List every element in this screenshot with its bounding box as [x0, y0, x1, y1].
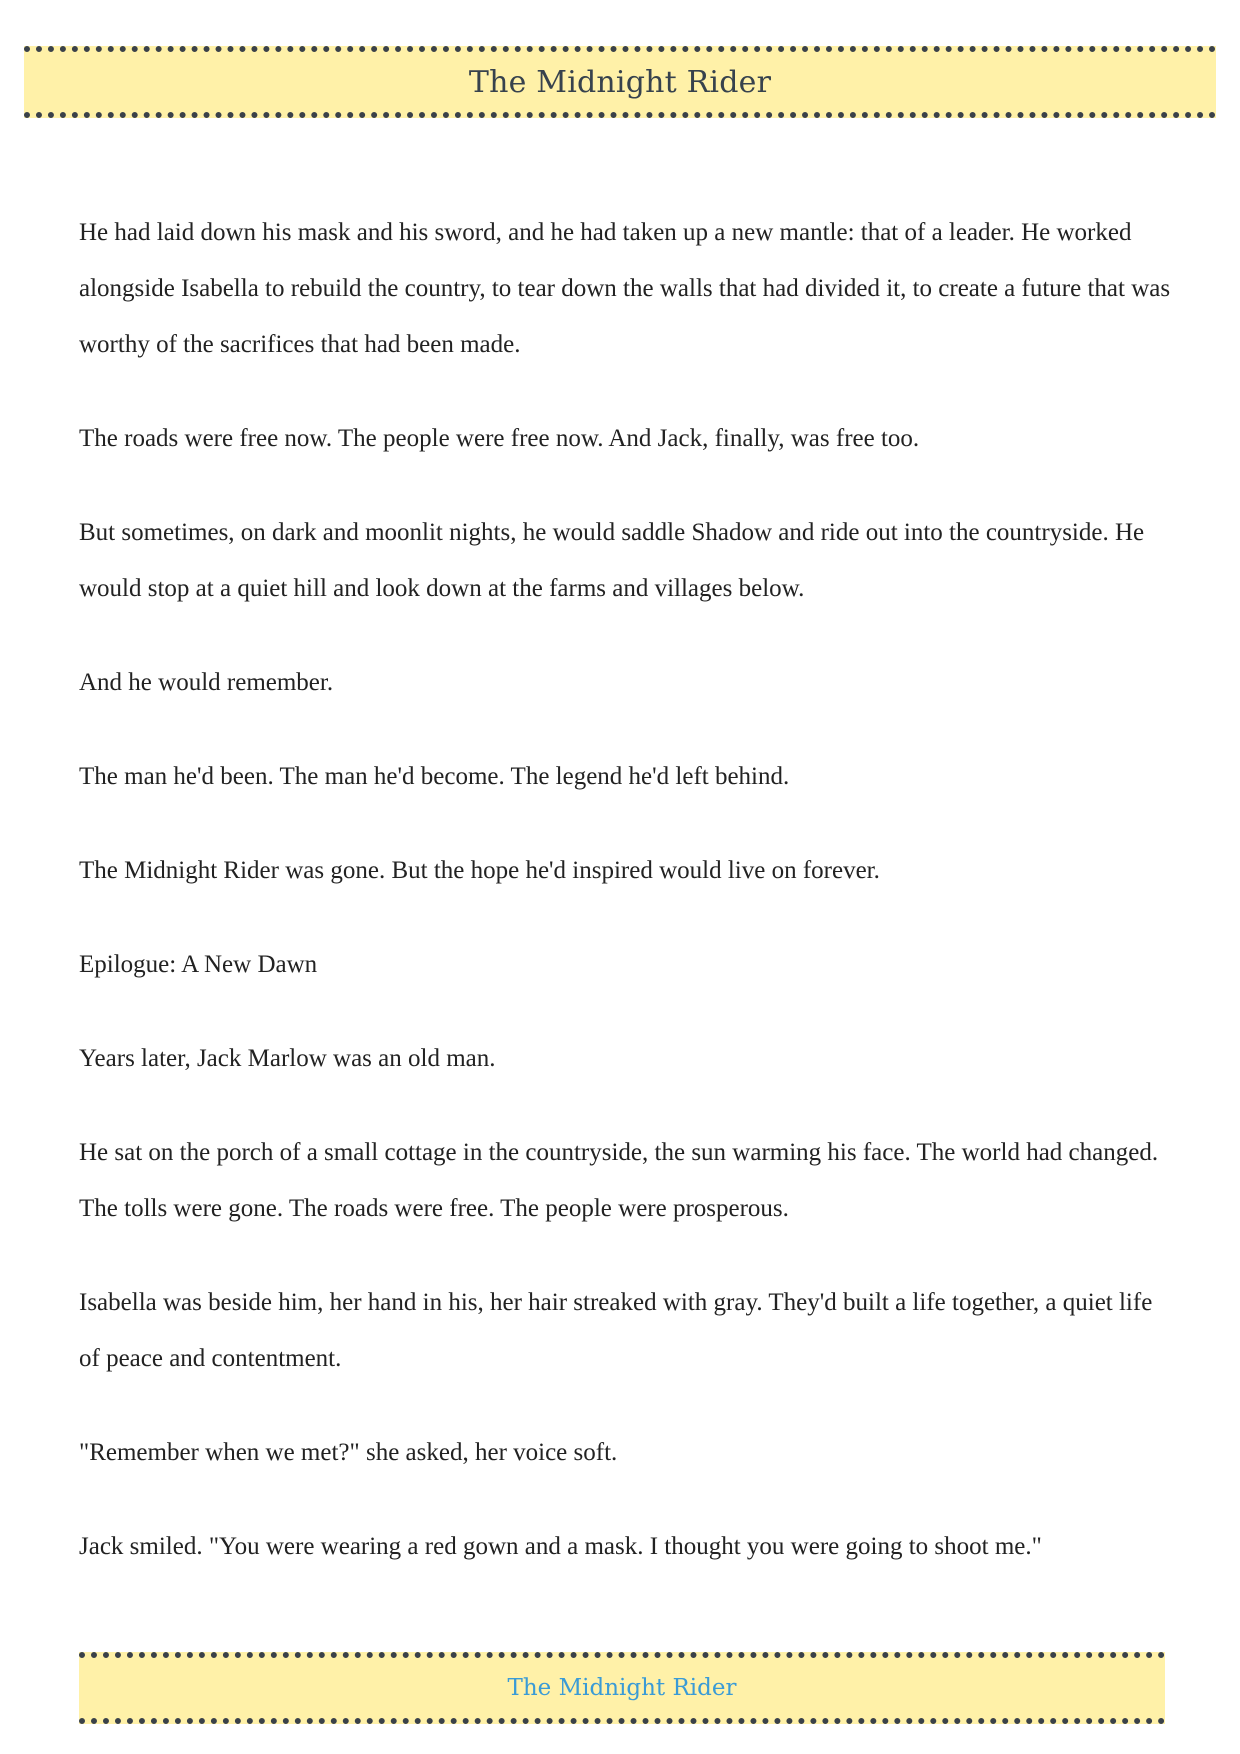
paragraph: And he would remember. [79, 669, 334, 696]
paragraph: The man he'd been. The man he'd become. The legend he'd left behind. [79, 763, 790, 790]
paragraph: He had laid down his mask and his sword, and he had taken up a new mantle: that of a leader. He worked alongside Isabella to rebuild the country, to tear down the walls that had divided it, to create a future that was worthy of the sacrifices that had been made. [79, 219, 1171, 358]
paragraph: Isabella was beside him, her hand in his, her hair streaked with gray. They'd built a life together, a quiet life of peace and contentment. [79, 1289, 1153, 1372]
document-body [79, 205, 1171, 1613]
paragraph: Years later, Jack Marlow was an old man. [79, 1045, 496, 1072]
paragraph: The roads were free now. The people were free now. And Jack, finally, was free too. [79, 425, 920, 452]
paragraph: But sometimes, on dark and moonlit nights, he would saddle Shadow and ride out into the countryside. He would stop at a quiet hill and look down at the farms and villages below. [79, 519, 1145, 602]
header-title: The Midnight Rider [468, 64, 772, 100]
footer-title: The Midnight Rider [507, 1675, 737, 1701]
paragraph: He sat on the porch of a small cottage in the countryside, the sun warming his face. The world had changed. The tolls were gone. The roads were free. The people were prosperous. [79, 1139, 1159, 1222]
section-heading: Epilogue: A New Dawn [79, 951, 318, 978]
page-footer [79, 1652, 1165, 1724]
paragraph: The Midnight Rider was gone. But the hope he'd inspired would live on forever. [79, 857, 880, 884]
paragraph: Jack smiled. "You were wearing a red gown and a mask. I thought you were going to shoot me." [79, 1533, 1042, 1560]
page-header [24, 46, 1216, 118]
paragraph: "Remember when we met?" she asked, her voice soft. [79, 1439, 618, 1466]
